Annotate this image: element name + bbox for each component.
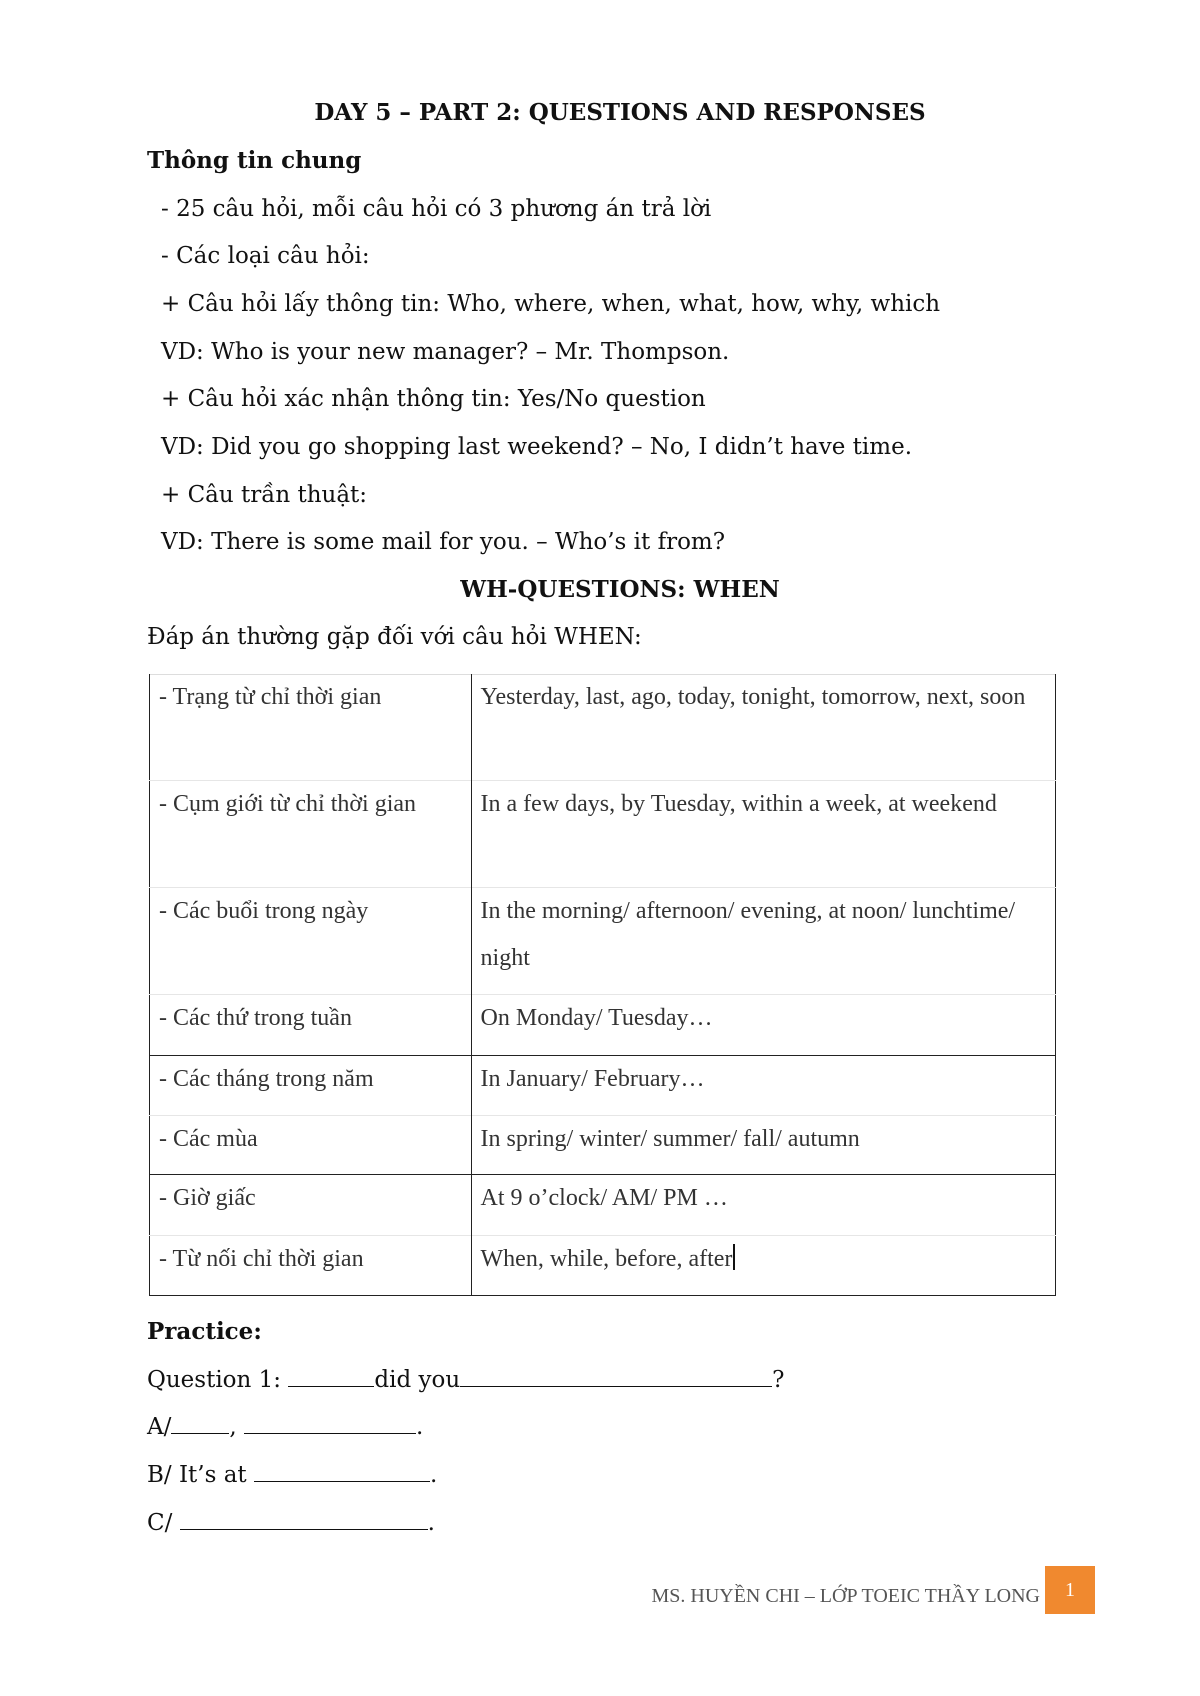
answer-blank[interactable] [254, 1461, 430, 1482]
general-line-1: - 25 câu hỏi, mỗi câu hỏi có 3 phương án trả lời [161, 196, 712, 222]
footer-text: MS. HUYỀN CHI – LỚP TOEIC THẦY LONG [651, 1585, 1040, 1607]
answer-blank[interactable] [288, 1366, 374, 1387]
table-row [150, 888, 1056, 995]
table-row [150, 781, 1056, 888]
question-1 [147, 1365, 784, 1395]
table-label-cell: - Các tháng trong năm [150, 1056, 472, 1116]
question-1-end: ? [772, 1367, 785, 1393]
table-row [150, 1175, 1056, 1236]
answer-blank[interactable] [460, 1366, 772, 1387]
general-line-3: + Câu hỏi lấy thông tin: Who, where, when, what, how, why, which [161, 291, 941, 317]
table-label-cell: - Các thứ trong tuần [150, 995, 472, 1056]
table-value-cell: In a few days, by Tuesday, within a week, at weekend [480, 791, 997, 817]
option-c-period: . [427, 1510, 435, 1536]
question-1-mid: did you [374, 1367, 461, 1393]
table-row [150, 1056, 1056, 1116]
option-b-period: . [429, 1462, 438, 1488]
table-value-cell[interactable] [471, 1236, 1055, 1296]
general-line-7: + Câu trần thuật: [161, 482, 368, 508]
answer-blank[interactable] [171, 1413, 229, 1434]
table-label-cell: - Các mùa [150, 1116, 472, 1175]
general-line-8: VD: There is some mail for you. – Who’s it from? [161, 529, 726, 555]
table-value-cell: Yesterday, last, ago, today, tonight, tomorrow, next, soon [480, 684, 1026, 710]
question-1-prefix: Question 1: [147, 1367, 289, 1393]
table-label-cell: - Cụm giới từ chỉ thời gian [150, 781, 472, 888]
table-label-cell: - Từ nối chỉ thời gian [150, 1236, 472, 1296]
option-a-comma: , [229, 1414, 237, 1440]
table-value-cell: In spring/ winter/ summer/ fall/ autumn [480, 1126, 860, 1152]
option-c [147, 1508, 435, 1538]
table-value-cell: At 9 o’clock/ AM/ PM … [480, 1185, 728, 1211]
general-line-6: VD: Did you go shopping last weekend? – No, I didn’t have time. [161, 434, 913, 460]
practice-heading: Practice: [147, 1318, 262, 1345]
answer-blank[interactable] [244, 1413, 416, 1434]
option-b-prefix: B/ It’s at [147, 1462, 254, 1488]
general-line-2: - Các loại câu hỏi: [161, 243, 370, 269]
option-a-period: . [415, 1414, 424, 1440]
table-value-text: When, while, before, after [480, 1246, 733, 1272]
table-row [150, 1236, 1056, 1296]
general-line-4: VD: Who is your new manager? – Mr. Thompson. [161, 339, 730, 365]
option-a-prefix: A/ [147, 1414, 172, 1440]
table-label-cell: - Các buổi trong ngày [150, 888, 472, 995]
table-label-cell: - Trạng từ chỉ thời gian [150, 674, 472, 781]
section-title: WH-QUESTIONS: WHEN [460, 576, 780, 603]
page-title: DAY 5 – PART 2: QUESTIONS AND RESPONSES [314, 99, 926, 126]
option-a [147, 1412, 423, 1442]
table-label-cell: - Giờ giấc [150, 1175, 472, 1236]
page-number-badge: 1 [1045, 1566, 1095, 1614]
when-answers-table [149, 674, 1056, 1296]
table-value-cell: In the morning/ afternoon/ evening, at noon/ lunchtime/ night [480, 898, 1016, 971]
text-cursor [733, 1244, 735, 1270]
answer-blank[interactable] [180, 1509, 428, 1530]
option-c-prefix: C/ [147, 1510, 180, 1536]
option-b [147, 1460, 437, 1490]
general-heading: Thông tin chung [147, 147, 362, 174]
table-row [150, 674, 1056, 781]
answers-intro: Đáp án thường gặp đối với câu hỏi WHEN: [147, 624, 642, 650]
table-value-cell: On Monday/ Tuesday… [480, 1005, 713, 1031]
general-line-5: + Câu hỏi xác nhận thông tin: Yes/No question [161, 386, 706, 412]
table-row [150, 1116, 1056, 1175]
table-value-cell: In January/ February… [480, 1066, 705, 1092]
table-row [150, 995, 1056, 1056]
